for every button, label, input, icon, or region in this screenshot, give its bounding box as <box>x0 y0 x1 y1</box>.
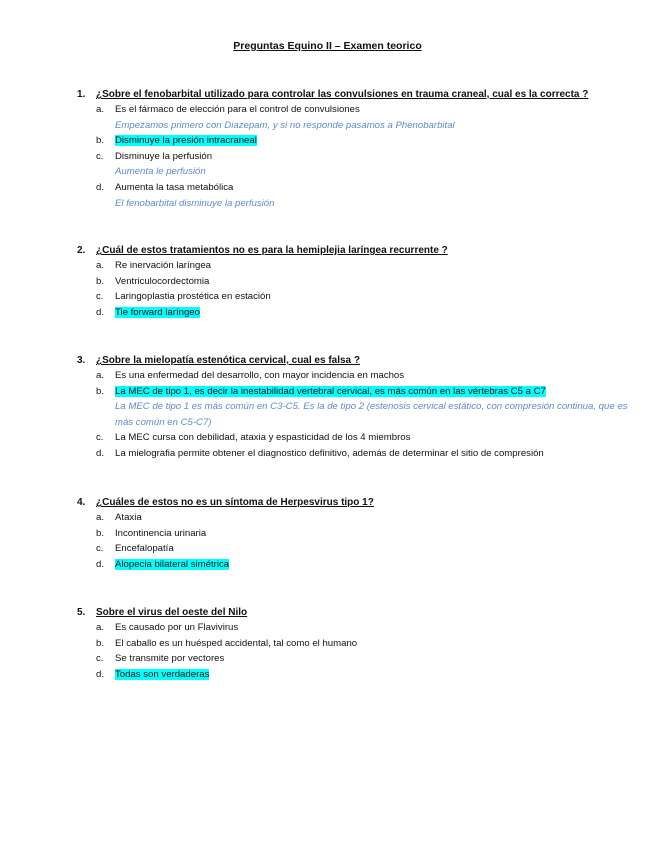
option-letter: b. <box>96 385 105 397</box>
option-list <box>77 258 637 320</box>
question-text: ¿Cuál de estos tratamientos no es para la hemiplejia laríngea recurrente ? <box>96 245 448 256</box>
question-text: ¿Sobre la mielopatía estenótica cervical, cual es falsa ? <box>96 355 361 366</box>
option-letter: a. <box>96 370 105 381</box>
explanation-note: Empezamos primero con Diazepam, y si no responde pasamos a Phenobarbital <box>115 119 455 131</box>
option-d <box>77 667 637 683</box>
correct-answer-highlight: Disminuye la presión intracraneal <box>115 135 257 147</box>
option-text: Se transmite por vectores <box>115 653 225 665</box>
option-letter: d. <box>96 181 105 193</box>
question-header <box>77 243 637 258</box>
question-number: 4. <box>77 497 86 508</box>
option-list <box>77 620 637 682</box>
option-letter: d. <box>96 306 105 318</box>
question-header <box>77 87 637 102</box>
option-letter: a. <box>96 260 105 271</box>
correct-answer-highlight: Tie forward laríngeo <box>115 306 200 318</box>
option-text: Incontinencia urinaria <box>115 527 207 539</box>
question-text: Sobre el virus del oeste del Nilo <box>96 607 248 618</box>
option-text: Es una enfermedad del desarrollo, con mayor incidencia en machos <box>115 370 405 381</box>
option-letter: b. <box>96 637 105 649</box>
option-c <box>77 289 637 305</box>
explanation-note: La MEC de tipo 1 es más común en C3-C5. Es la de tipo 2 (estenosis cervical estático, con compresión continua, que es más común en C5-C7) <box>115 401 628 428</box>
option-list <box>77 510 637 572</box>
option-text: Encefalopatía <box>115 543 174 555</box>
option-list <box>77 368 637 462</box>
option-letter: c. <box>96 291 104 303</box>
option-text: Aumenta la tasa metabólica <box>115 181 234 193</box>
option-d <box>77 180 637 196</box>
option-list <box>77 102 637 211</box>
option-text: Re inervación laríngea <box>115 260 211 271</box>
option-letter: b. <box>96 275 105 287</box>
option-d <box>77 305 637 321</box>
option-letter: c. <box>96 432 104 444</box>
option-b <box>77 274 637 290</box>
option-letter: b. <box>96 135 105 147</box>
option-letter: d. <box>96 558 105 570</box>
question-number: 3. <box>77 355 86 366</box>
option-letter: c. <box>96 653 104 665</box>
option-letter: c. <box>96 543 104 555</box>
correct-answer-highlight: Todas son verdaderas <box>115 668 210 680</box>
option-text: La mielografia permite obtener el diagnostico definitivo, además de determinar el sitio de compresión <box>115 447 544 459</box>
explanation-note: El fenobarbital disminuye la perfusión <box>115 197 275 209</box>
explanation-note: Aumenta le perfusión <box>115 166 206 178</box>
question-number: 5. <box>77 607 86 618</box>
option-letter: d. <box>96 447 105 459</box>
question-header <box>77 353 637 368</box>
option-letter: b. <box>96 527 105 539</box>
option-c <box>77 541 637 557</box>
correct-answer-highlight: La MEC de tipo 1, es decir la inestabilidad vertebral cervical, es más común en las vértebras C5 a C7 <box>115 385 546 397</box>
option-b <box>77 636 637 652</box>
option-letter: a. <box>96 104 105 115</box>
option-text: Es el fármaco de elección para el control de convulsiones <box>115 104 360 115</box>
option-c <box>77 149 637 165</box>
question-3 <box>77 353 637 462</box>
correct-answer-highlight: Alopecia bilateral simétrica <box>115 558 230 570</box>
option-letter: a. <box>96 622 105 633</box>
option-b <box>77 526 637 542</box>
option-text: Laringoplastia prostética en estación <box>115 291 271 303</box>
option-a <box>77 620 637 636</box>
option-d <box>77 446 637 462</box>
question-text: ¿Cuáles de estos no es un síntoma de Herpesvirus tipo 1? <box>96 497 374 508</box>
question-header <box>77 605 637 620</box>
option-text: Ventriculocordectomia <box>115 275 210 287</box>
option-letter: d. <box>96 668 105 680</box>
option-d <box>77 557 637 573</box>
option-c <box>77 651 637 667</box>
question-4 <box>77 495 637 572</box>
question-5 <box>77 605 637 682</box>
option-c <box>77 430 637 446</box>
question-1 <box>77 87 637 211</box>
option-text: Ataxia <box>115 512 142 523</box>
option-b <box>77 384 637 400</box>
option-letter: a. <box>96 512 105 523</box>
option-text: Disminuye la perfusión <box>115 150 213 162</box>
option-text: La MEC cursa con debilidad, ataxia y espasticidad de los 4 miembros <box>115 432 411 444</box>
option-a <box>77 102 637 118</box>
option-text: El caballo es un huésped accidental, tal como el humano <box>115 637 358 649</box>
question-text: ¿Sobre el fenobarbital utilizado para controlar las convulsiones en trauma craneal, cual es la correcta ? <box>96 89 589 100</box>
option-letter: c. <box>96 150 104 162</box>
option-a <box>77 510 637 526</box>
question-2 <box>77 243 637 320</box>
page-title: Preguntas Equino II – Examen teorico <box>233 40 422 52</box>
question-number: 2. <box>77 245 86 256</box>
option-a <box>77 368 637 384</box>
option-text: Es causado por un Flavivirus <box>115 622 239 633</box>
option-b <box>77 133 637 149</box>
option-a <box>77 258 637 274</box>
question-number: 1. <box>77 89 86 100</box>
question-header <box>77 495 637 510</box>
